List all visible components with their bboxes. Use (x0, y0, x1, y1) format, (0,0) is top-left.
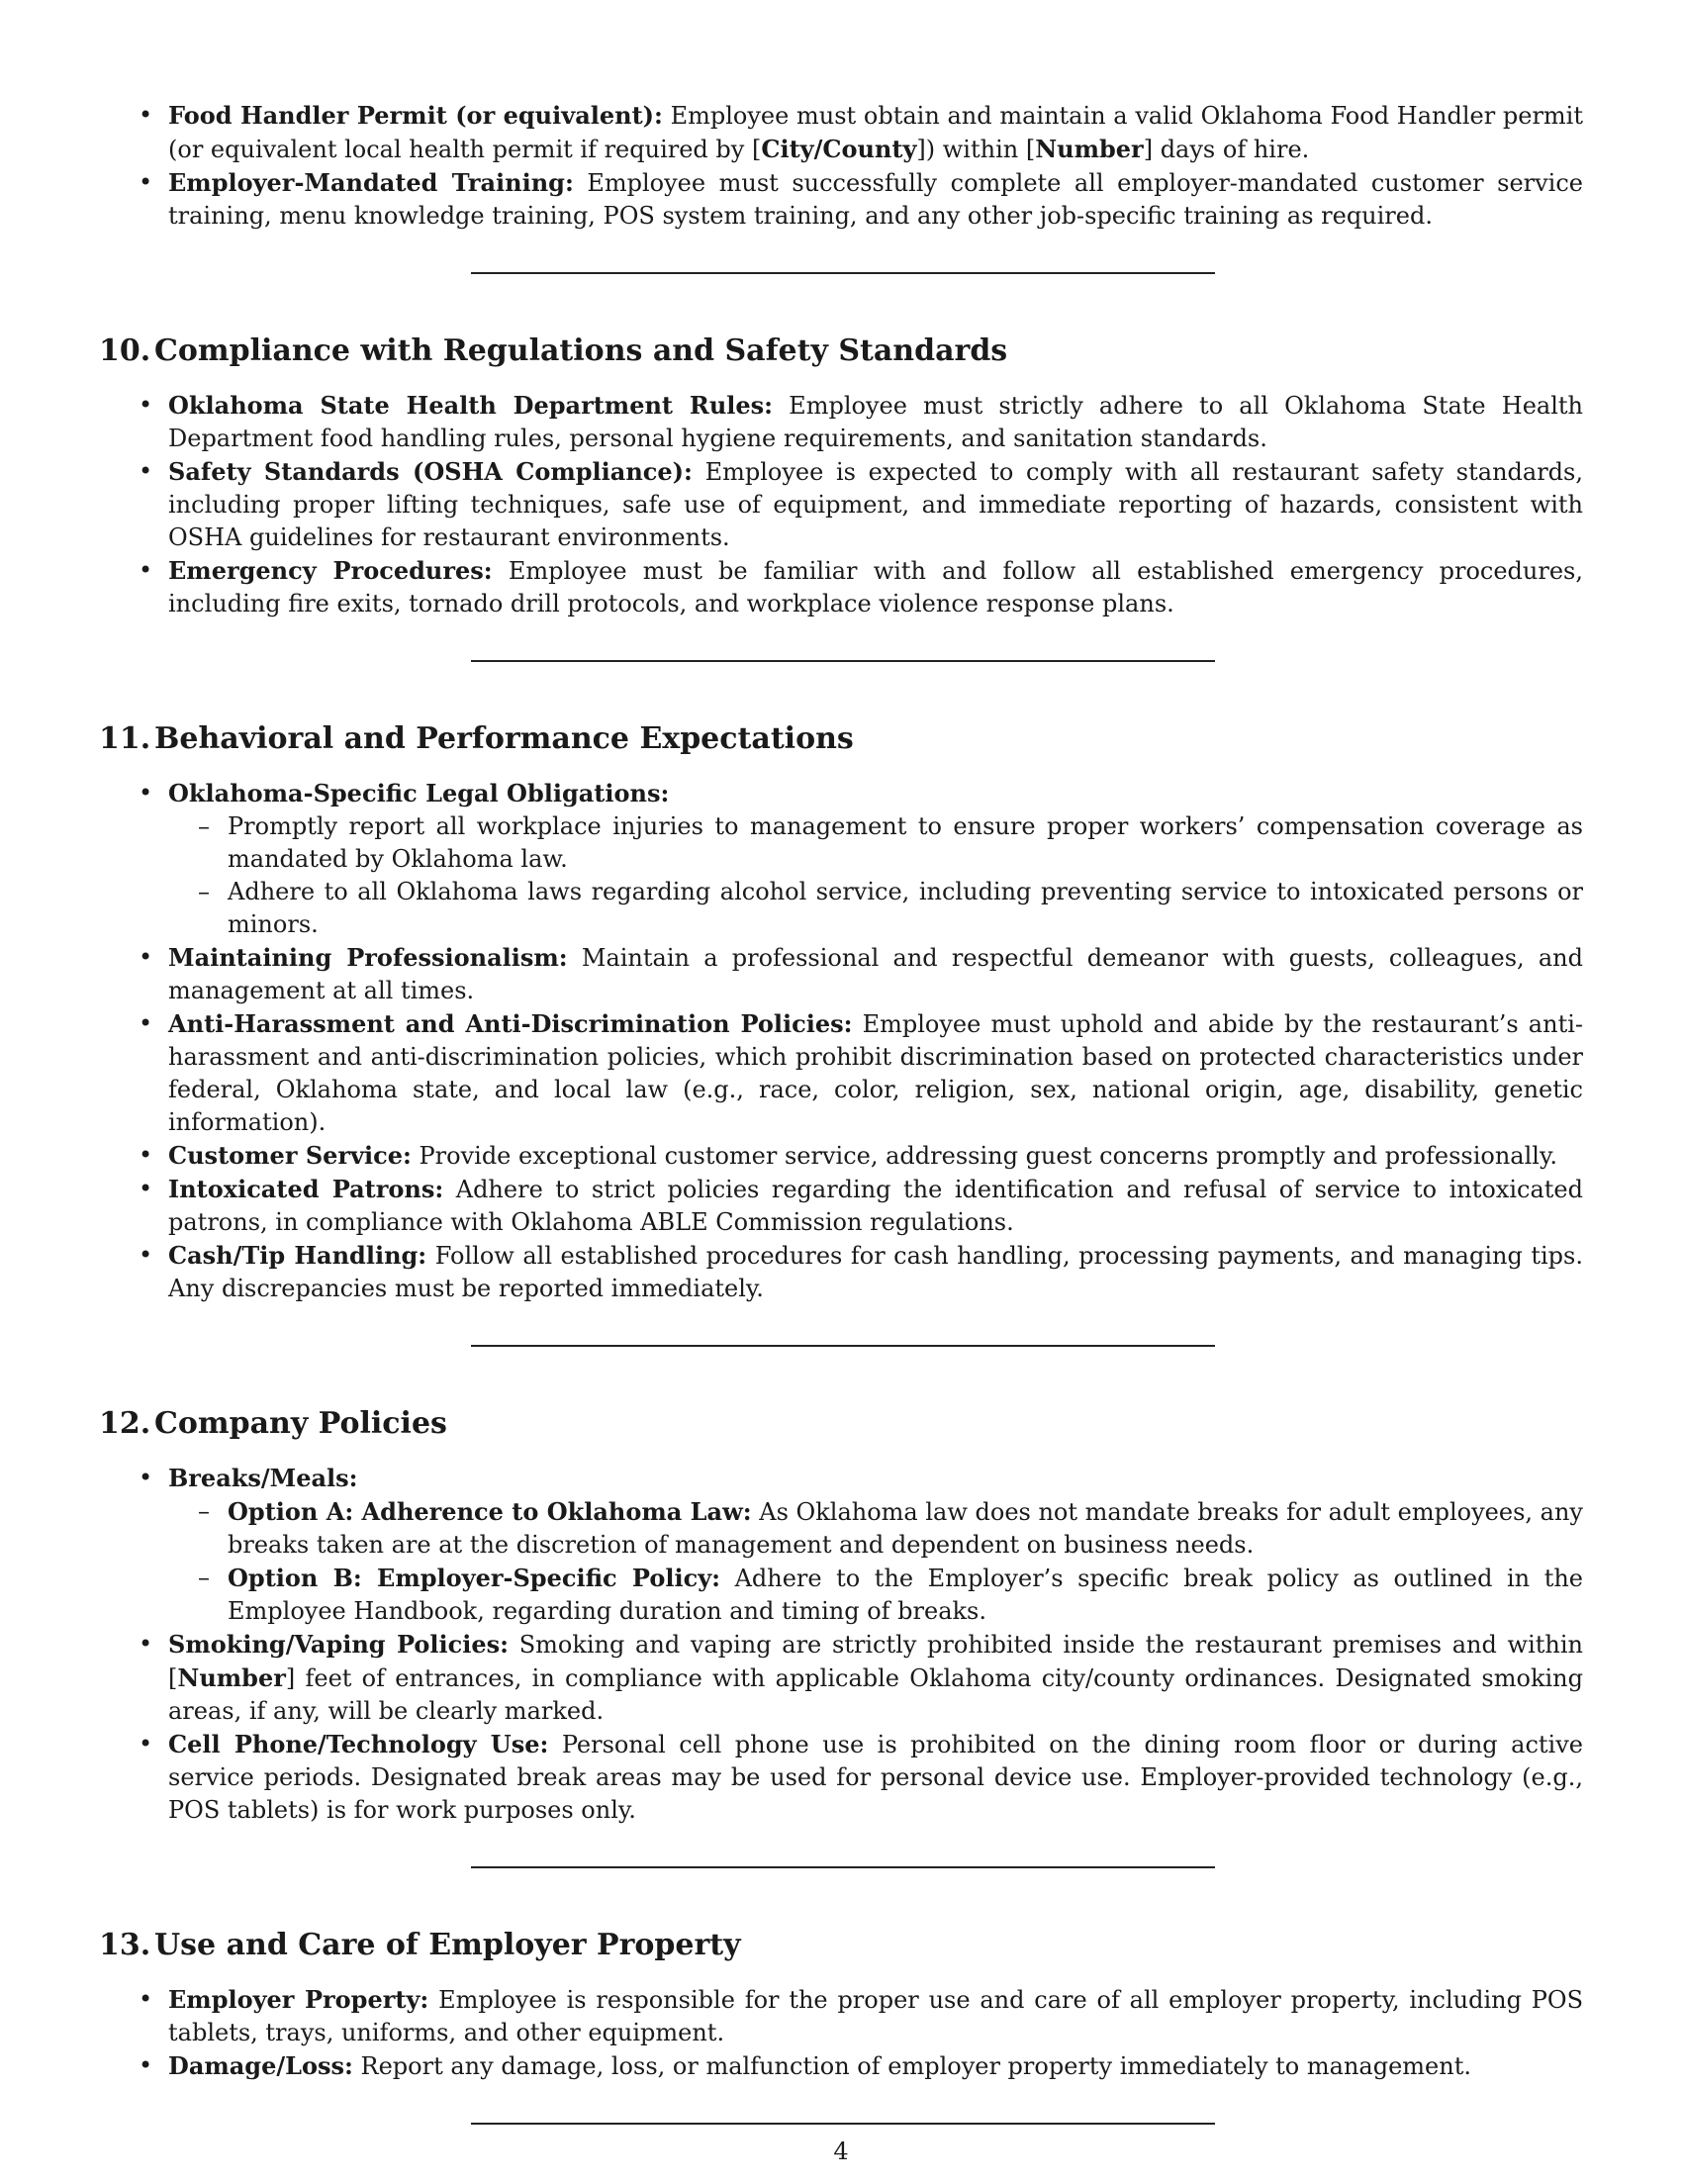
item-label: Cash/Tip Handling: (168, 1241, 427, 1270)
section-heading (99, 333, 1583, 369)
list-item (99, 554, 1583, 620)
section-list (99, 777, 1583, 1305)
list-item (99, 389, 1583, 455)
item-label: Maintaining Professionalism: (168, 943, 568, 972)
list-item (99, 1462, 1583, 1628)
section-list (99, 1462, 1583, 1827)
section-list (99, 1983, 1583, 2083)
sections-container (99, 333, 1583, 2125)
item-text: Maintain a professional and respectful demeanor with guests, colleagues, and management at all times. (168, 944, 1584, 1004)
item-label: Oklahoma State Health Department Rules: (168, 391, 774, 420)
item-text: Report any damage, loss, or malfunction of employer property immediately to management. (360, 2052, 1471, 2080)
item-text: Smoking and vaping are strictly prohibited inside the restaurant premises and within [ (168, 1631, 1583, 1692)
section-title-text: Company Policies (154, 1406, 447, 1441)
item-label: Breaks/Meals: (168, 1464, 358, 1492)
item-label: Smoking/Vaping Policies: (168, 1630, 509, 1659)
item-label: Oklahoma-Specific Legal Obligations: (168, 779, 670, 807)
item-text: Personal cell phone use is prohibited on the dining room floor or during active service periods. Designated break areas may be used for personal device use. Employer-provided technology (e.g., POS tablets) is for work purposes only. (168, 1731, 1583, 1824)
sub-list-item (168, 1562, 1583, 1628)
item-label: Damage/Loss: (168, 2051, 353, 2080)
section-number: 10. (99, 333, 151, 368)
sub-list-item (168, 1495, 1583, 1562)
list-item (99, 1173, 1583, 1239)
item-label: Food Handler Permit (or equivalent): (168, 101, 663, 130)
list-item (99, 99, 1583, 166)
list-item (99, 1139, 1583, 1173)
section-divider (471, 2123, 1215, 2125)
placeholder-field: City/County (761, 135, 917, 163)
item-text: ] days of hire. (1143, 136, 1310, 163)
list-item (99, 1628, 1583, 1728)
item-label: Cell Phone/Technology Use: (168, 1730, 549, 1758)
item-text: Adhere to strict policies regarding the identification and refusal of service to intoxicated patrons, in compliance with Oklahoma ABLE Commission regulations. (168, 1176, 1583, 1236)
item-text: Employee is expected to comply with all restaurant safety standards, including proper lifting techniques, safe use of equipment, and immediate reporting of hazards, consistent with OSHA guidelines for restaurant environments. (168, 458, 1583, 551)
list-item (99, 455, 1583, 554)
section-number: 12. (99, 1406, 151, 1441)
item-label: Intoxicated Patrons: (168, 1175, 444, 1203)
section-divider (471, 660, 1215, 662)
sub-list-item (168, 876, 1583, 941)
section-title-text: Behavioral and Performance Expectations (154, 721, 854, 756)
list-item (99, 1728, 1583, 1827)
sub-list (168, 810, 1583, 941)
section-title-text: Use and Care of Employer Property (154, 1928, 741, 1962)
list-item (99, 1983, 1583, 2049)
page-number: 4 (833, 2137, 849, 2165)
item-text: Provide exceptional customer service, addressing guest concerns promptly and professionally. (419, 1142, 1557, 1170)
list-item (99, 1007, 1583, 1139)
item-text: Employee is responsible for the proper use and care of all employer property, including POS tablets, trays, uniforms, and other equipment. (168, 1986, 1584, 2046)
section-heading (99, 1928, 1583, 1963)
list-item (99, 2049, 1583, 2083)
placeholder-field: Number (1035, 135, 1144, 163)
item-text: Promptly report all workplace injuries to management to ensure proper workers’ compensation coverage as mandated by Oklahoma law. (228, 812, 1583, 873)
item-label: Employer Property: (168, 1985, 429, 2014)
item-label: Option A: Adherence to Oklahoma Law: (228, 1497, 752, 1526)
list-item (99, 777, 1583, 941)
item-text: Employee must successfully complete all employer-mandated customer service training, menu knowledge training, POS system training, and any other job-specific training as required. (168, 169, 1584, 230)
item-label: Emergency Procedures: (168, 556, 493, 585)
list-item (99, 941, 1583, 1007)
item-label: Option B: Employer-Specific Policy: (228, 1564, 720, 1592)
section-heading (99, 721, 1583, 757)
item-text: Employee must strictly adhere to all Oklahoma State Health Department food handling rules, personal hygiene requirements, and sanitation standards. (168, 392, 1583, 452)
item-text: ] feet of entrances, in compliance with applicable Oklahoma city/county ordinances. Designated smoking areas, if any, will be clearly marked. (168, 1664, 1583, 1725)
list-item (99, 1239, 1583, 1305)
section-title-text: Compliance with Regulations and Safety Standards (154, 333, 1008, 368)
item-text: Follow all established procedures for cash handling, processing payments, and managing tips. Any discrepancies must be reported immediately. (168, 1242, 1583, 1302)
item-text: ]) within [ (916, 136, 1036, 163)
section-divider (471, 1866, 1215, 1868)
section-divider (471, 1345, 1215, 1347)
item-text: Employee must be familiar with and follow all established emergency procedures, including fire exits, tornado drill protocols, and workplace violence response plans. (168, 557, 1583, 617)
item-text: Adhere to the Employer’s specific break policy as outlined in the Employee Handbook, regarding duration and timing of breaks. (228, 1565, 1583, 1625)
intro-list (99, 99, 1583, 233)
document-page (99, 99, 1583, 2184)
section-divider (471, 272, 1215, 274)
section-number: 13. (99, 1928, 151, 1962)
section-heading (99, 1406, 1583, 1442)
sub-list-item (168, 810, 1583, 876)
item-label: Customer Service: (168, 1141, 412, 1170)
list-item (99, 166, 1583, 233)
item-label: Employer-Mandated Training: (168, 168, 574, 197)
item-text: Employee must uphold and abide by the restaurant’s anti-harassment and anti-discrimination policies, which prohibit discrimination based on protected characteristics under federal, Oklahoma state, and local law (e.g., race, color, religion, sex, national origin, age, disability, genetic information). (168, 1010, 1583, 1136)
placeholder-field: Number (177, 1663, 286, 1692)
sub-list (168, 1495, 1583, 1628)
item-text: Employee must obtain and maintain a valid Oklahoma Food Handler permit (or equivalent local health permit if required by [ (168, 102, 1583, 163)
section-list (99, 389, 1583, 620)
item-text: Adhere to all Oklahoma laws regarding alcohol service, including preventing service to intoxicated persons or minors. (228, 878, 1583, 938)
item-label: Anti-Harassment and Anti-Discrimination Policies: (168, 1009, 853, 1038)
item-label: Safety Standards (OSHA Compliance): (168, 457, 693, 486)
item-text: As Oklahoma law does not mandate breaks for adult employees, any breaks taken are at the discretion of management and dependent on business needs. (228, 1498, 1583, 1559)
section-number: 11. (99, 721, 151, 756)
